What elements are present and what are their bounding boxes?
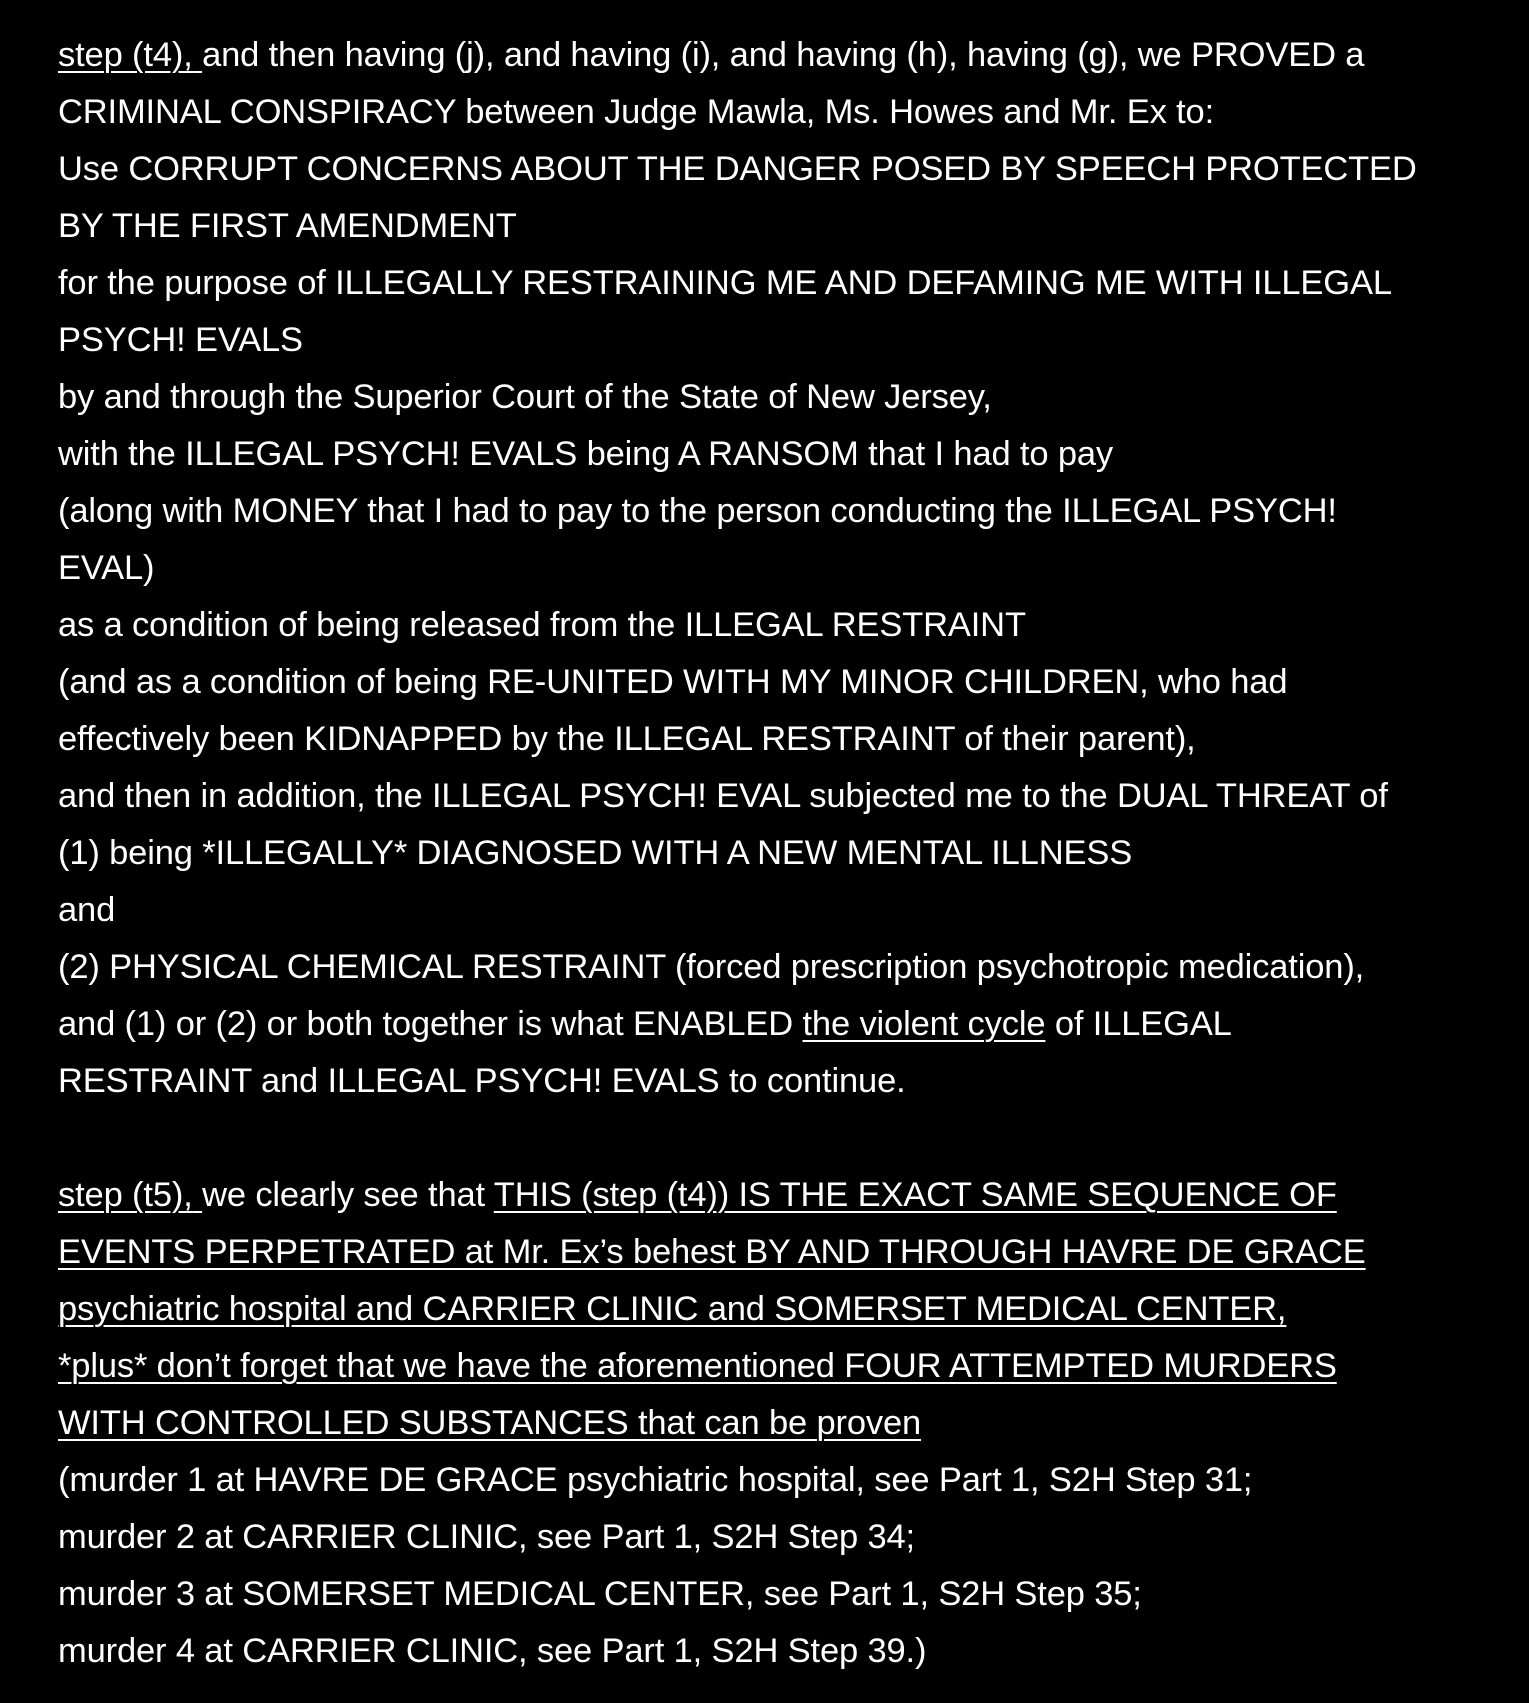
link-gap — [193, 36, 202, 74]
text-line: for the purpose of ILLEGALLY RESTRAINING ME AND DEFAMING ME WITH ILLEGAL — [58, 264, 1392, 302]
line-text: and then having (j), and having (i), and having (h), having (g), we PROVED a — [202, 36, 1365, 74]
text-line: effectively been KIDNAPPED by the ILLEGAL RESTRAINT of their parent), — [58, 720, 1196, 758]
text-line: with the ILLEGAL PSYCH! EVALS being A RANSOM that I had to pay — [58, 435, 1114, 473]
text-line: (along with MONEY that I had to pay to the person conducting the ILLEGAL PSYCH! — [58, 492, 1337, 530]
paragraph-step-t5 — [58, 1167, 1518, 1680]
underlined-text[interactable]: WITH CONTROLLED SUBSTANCES that can be proven — [58, 1404, 922, 1442]
text-line: BY THE FIRST AMENDMENT — [58, 207, 517, 245]
underlined-text[interactable]: *plus* don’t forget that we have the aforementioned FOUR ATTEMPTED MURDERS — [58, 1347, 1337, 1385]
text-line: RESTRAINT and ILLEGAL PSYCH! EVALS to continue. — [58, 1062, 906, 1100]
text-line — [58, 1395, 1518, 1452]
text-line: murder 2 at CARRIER CLINIC, see Part 1, S2H Step 34; — [58, 1518, 915, 1556]
text-line: (2) PHYSICAL CHEMICAL RESTRAINT (forced prescription psychotropic medication), — [58, 948, 1365, 986]
underlined-text[interactable]: THIS (step (t4)) IS THE EXACT SAME SEQUENCE OF — [493, 1176, 1337, 1214]
text-line — [58, 1338, 1518, 1395]
underlined-text[interactable]: EVENTS PERPETRATED at Mr. Ex’s behest BY AND THROUGH HAVRE DE GRACE — [58, 1233, 1366, 1271]
text-line — [58, 1167, 1518, 1224]
step-t4-link[interactable]: step (t4), — [58, 36, 193, 74]
paragraph-spacer — [58, 1110, 1518, 1167]
violent-cycle-link[interactable]: the violent cycle — [802, 1005, 1046, 1043]
text-line: (1) being *ILLEGALLY* DIAGNOSED WITH A NEW MENTAL ILLNESS — [58, 834, 1133, 872]
underlined-text[interactable]: psychiatric hospital and CARRIER CLINIC and SOMERSET MEDICAL CENTER, — [58, 1290, 1287, 1328]
step-t5-link[interactable]: step (t5), — [58, 1176, 193, 1214]
line-text: we clearly see that — [202, 1176, 494, 1214]
text-line: murder 3 at SOMERSET MEDICAL CENTER, see Part 1, S2H Step 35; — [58, 1575, 1142, 1613]
text-line: (murder 1 at HAVRE DE GRACE psychiatric hospital, see Part 1, S2H Step 31; — [58, 1461, 1253, 1499]
text-line — [58, 1224, 1518, 1281]
text-line: Use CORRUPT CONCERNS ABOUT THE DANGER POSED BY SPEECH PROTECTED — [58, 150, 1417, 188]
line-text: of ILLEGAL — [1045, 1005, 1232, 1043]
text-line — [58, 27, 1518, 84]
text-line: by and through the Superior Court of the State of New Jersey, — [58, 378, 992, 416]
link-gap — [193, 1176, 202, 1214]
text-line: and then in addition, the ILLEGAL PSYCH! EVAL subjected me to the DUAL THREAT of — [58, 777, 1388, 815]
text-line: CRIMINAL CONSPIRACY between Judge Mawla, Ms. Howes and Mr. Ex to: — [58, 93, 1215, 131]
text-line: PSYCH! EVALS — [58, 321, 303, 359]
text-line: (and as a condition of being RE-UNITED WITH MY MINOR CHILDREN, who had — [58, 663, 1288, 701]
text-line: murder 4 at CARRIER CLINIC, see Part 1, S2H Step 39.) — [58, 1632, 927, 1670]
paragraph-step-t4 — [58, 27, 1518, 1110]
text-line: as a condition of being released from the ILLEGAL RESTRAINT — [58, 606, 1026, 644]
line-text: and (1) or (2) or both together is what ENABLED — [58, 1005, 803, 1043]
text-line — [58, 996, 1518, 1053]
text-line — [58, 1281, 1518, 1338]
document-text — [58, 27, 1518, 1680]
text-line: EVAL) — [58, 549, 155, 587]
text-line: and — [58, 891, 116, 929]
